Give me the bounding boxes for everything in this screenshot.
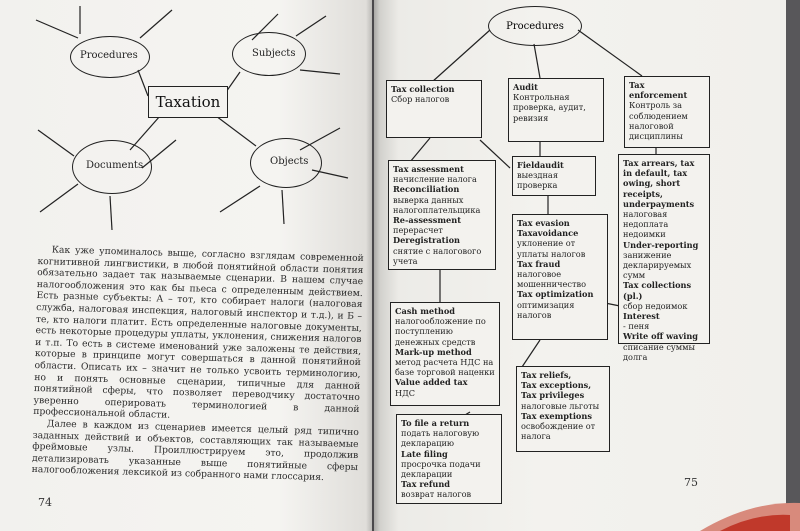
term: Tax refund: [401, 479, 451, 490]
paragraph: Далее в каждом из сценариев имеется целый ряд типично заданных действий и объектов, составляющих так называемые фреймовые узлы. Проиллюстрируем это, продолжив детализировать указанные выше понятийные сферы налогообложения лексикой из собранного нами глоссария.: [31, 418, 360, 484]
audit-box: [508, 78, 604, 142]
term-translation: метод расчета НДС на базе торговой наценки: [395, 357, 495, 378]
term: Value added tax: [395, 377, 468, 388]
term: Cash method: [395, 306, 456, 316]
term: Under-reporting: [623, 239, 699, 250]
page-number-left: 74: [38, 496, 52, 509]
term-translation: налогообложение по поступлению денежных средств: [395, 316, 486, 347]
objects-label: Objects: [270, 156, 309, 167]
term: Tax optimization: [517, 289, 594, 300]
term: Tax exemptions: [521, 410, 592, 421]
term-translation: снятие с налогового учета: [393, 245, 482, 266]
arrears-box: [618, 154, 710, 362]
box-title: Audit: [513, 82, 538, 92]
term-translation: НДС: [395, 387, 416, 398]
subjects-label: Subjects: [252, 48, 296, 59]
reliefs-box: [516, 366, 610, 452]
term-translation: занижение декларируемых сумм: [623, 249, 692, 281]
term: Tax exceptions,: [521, 380, 592, 391]
term: Re-assessment: [393, 215, 461, 226]
body-text: [32, 244, 364, 485]
term-translation: возврат налогов: [401, 489, 472, 500]
tax-enforcement-box: [624, 76, 710, 148]
term: Late filing: [401, 448, 448, 459]
term-translation: оптимизация налогов: [517, 299, 575, 320]
term: Tax fraud: [517, 258, 561, 269]
term: Taxavoidance: [517, 228, 579, 239]
cash-method-box: [390, 302, 500, 406]
term: Mark-up method: [395, 346, 472, 357]
box-title: Fieldaudit: [517, 160, 564, 170]
term-translation: перерасчет: [393, 225, 443, 236]
term: Tax assessment: [393, 164, 464, 174]
box-sub: Контрольная проверка, аудит, ревизия: [513, 92, 586, 123]
assessment-box: [388, 160, 496, 270]
procedures-label: Procedures: [80, 50, 138, 61]
term: Tax arrears, tax in default, tax owing, short receipts, underpayments: [623, 158, 695, 209]
term: Tax evasion: [517, 218, 570, 228]
term: Tax privileges: [521, 390, 585, 401]
box-sub: Контроль за соблюдением налоговой дисциплины: [629, 100, 688, 142]
taxation-box: Taxation: [148, 86, 228, 118]
term-translation: просрочка подачи декларации: [401, 458, 481, 480]
box-title: Tax collection: [391, 84, 455, 94]
paragraph: Как уже упоминалось выше, согласно взглядам современной когнитивной лингвистики, в любой понятийной области понятия обязательно задает так называемые сценарии. В нашем случае налогообложения это как бы пьеса с определенным действием. Есть разные субъекты: А – тот, кто собирает налоги (налоговая служба, налоговая инспекция, налоговый инспектор и т.д.), и Б – те, кто налоги платит. Есть определенные налоговые документы, есть некоторые процедуры уплаты, уклонения, снижения налогов и т.п. То есть в системе именований уже заложены те действия, которые в принципе могут совершаться в данной понятийной области. Описать их – значит не только усвоить терминологию, но и понять основные сценарии, типичные для данной понятийной сферы, что позволяет переводчику достаточно уверенно оперировать терминологией в данной профессиональной области.: [33, 244, 364, 422]
hand-photo-edge: [550, 491, 800, 531]
term: Reconciliation: [393, 184, 460, 195]
box-title: Tax enforcement: [629, 80, 688, 101]
term: To file a return: [401, 418, 470, 428]
term-translation: начисление налога: [393, 174, 477, 185]
term: Deregistration: [393, 235, 460, 246]
term-translation: - пеня: [623, 321, 650, 332]
tax-collection-box: [386, 80, 482, 138]
term-translation: освобождение от налога: [521, 421, 596, 442]
term-translation: налоговая недоплата недоимки: [623, 209, 669, 240]
term-translation: налоговое мошенничество: [517, 269, 587, 290]
term-translation: налоговые льготы: [521, 400, 600, 411]
term-translation: выверка данных налогоплательщика: [393, 194, 481, 215]
evasion-box: [512, 214, 608, 340]
term-translation: сбор недоимок: [623, 300, 688, 311]
fieldaudit-box: [512, 156, 596, 196]
term: Tax collections (pl.): [623, 280, 692, 301]
term: Interest: [623, 311, 660, 322]
procedures-root: Procedures: [488, 6, 582, 46]
term-translation: списание суммы долга: [623, 341, 695, 362]
term-translation: подать налоговую декларацию: [401, 428, 480, 449]
page-number-right: 75: [684, 476, 698, 489]
box-sub: Сбор налогов: [391, 94, 450, 105]
return-box: [396, 414, 502, 504]
term-translation: уклонение от уплаты налогов: [517, 238, 586, 259]
box-sub: выездная проверка: [517, 170, 558, 191]
term: Tax reliefs,: [521, 370, 572, 380]
term: Write off waving: [623, 331, 699, 342]
documents-label: Documents: [86, 160, 144, 171]
